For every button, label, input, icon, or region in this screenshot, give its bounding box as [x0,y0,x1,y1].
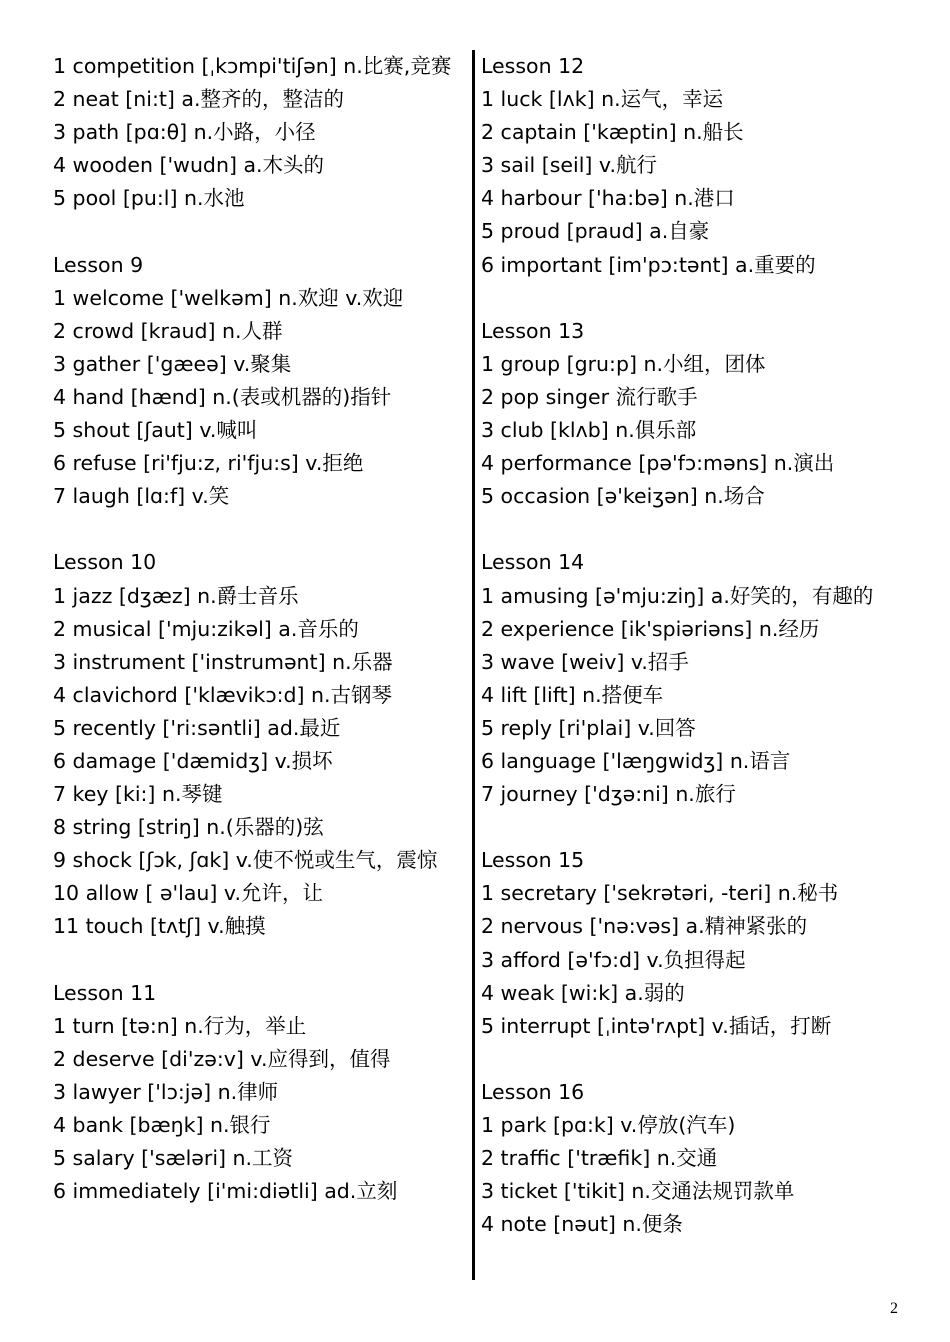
vocab-entry: 1 welcome ['welkəm] n.欢迎 v.欢迎 [53,285,404,310]
vocab-entry: 3 sail [seil] v.航行 [481,153,657,178]
vocab-entry: 5 pool [pu:l] n.水池 [53,186,245,211]
column-divider [472,50,475,1280]
vocab-entry: 3 wave [weiv] v.招手 [481,649,689,674]
vocab-entry: 6 important [im'pɔ:tənt] a.重要的 [481,252,816,277]
vocab-entry: 10 allow [ ə'lau] v.允许，让 [53,881,323,906]
vocab-entry: 4 note [nəut] n.便条 [481,1212,683,1237]
vocab-entry: 3 instrument ['instrumənt] n.乐器 [53,649,393,674]
right-column [481,50,901,1241]
lesson-heading: Lesson 9 [53,252,144,277]
left-column [53,50,468,1208]
vocab-entry: 2 deserve [di'zə:v] v.应得到，值得 [53,1046,391,1071]
vocab-entry: 4 bank [bæŋk] n.银行 [53,1113,271,1137]
vocab-entry: 11 touch [tʌtʃ] v.触摸 [53,914,266,939]
vocab-entry: 6 immediately [i'mi:diətli] ad.立刻 [53,1179,398,1204]
vocab-entry: 3 gather ['gæeə] v.聚集 [53,351,292,376]
vocab-entry: 1 park [pɑ:k] v.停放(汽车) [481,1113,736,1137]
lesson-heading: Lesson 10 [53,550,157,575]
vocab-entry: 2 pop singer 流行歌手 [481,384,698,409]
vocab-entry: 4 clavichord ['klævikɔ:d] n.古钢琴 [53,682,393,707]
vocab-entry: 7 journey ['dʒə:ni] n.旅行 [481,782,736,807]
vocab-entry: 8 string [striŋ] n.(乐器的)弦 [53,815,324,840]
lesson-heading: Lesson 16 [481,1079,585,1104]
vocab-entry: 3 path [pɑ:θ] n.小路，小径 [53,120,316,145]
vocab-entry: 2 neat [ni:t] a.整齐的，整洁的 [53,87,345,112]
vocab-entry: 1 turn [tə:n] n.行为，举止 [53,1013,307,1038]
vocab-entry: 2 traffic ['træfik] n.交通 [481,1146,718,1171]
vocab-entry: 1 secretary ['sekrətəri, -teri] n.秘书 [481,881,839,906]
vocab-entry: 2 captain ['kæptin] n.船长 [481,120,744,145]
vocab-entry: 6 language ['læŋgwidʒ] n.语言 [481,748,791,773]
vocab-entry: 7 laugh [lɑ:f] v.笑 [53,484,230,509]
blank-spacer [481,811,901,844]
vocab-entry: 5 reply [ri'plai] v.回答 [481,715,696,740]
vocab-entry: 1 amusing [ə'mju:ziŋ] a.好笑的，有趣的 [481,583,874,608]
blank-spacer [481,513,901,546]
lesson-heading: Lesson 13 [481,318,585,343]
vocab-entry: 5 shout [ʃaut] v.喊叫 [53,418,258,443]
vocab-entry: 2 experience [ik'spiəriəns] n.经历 [481,616,820,641]
vocab-entry: 4 lift [lift] n.搭便车 [481,682,664,707]
vocab-entry: 5 interrupt [ˌintə'rʌpt] v.插话，打断 [481,1013,832,1038]
vocab-entry: 4 weak [wi:k] a.弱的 [481,980,685,1005]
vocab-entry: 1 group [gru:p] n.小组，团体 [481,351,766,376]
vocab-entry: 5 salary ['sæləri] n.工资 [53,1146,294,1171]
lesson-heading: Lesson 14 [481,550,585,575]
vocab-entry: 1 luck [lʌk] n.运气，幸运 [481,87,724,112]
vocab-entry: 7 key [ki:] n.琴键 [53,782,223,807]
blank-spacer [481,1043,901,1076]
vocab-entry: 1 jazz [dʒæz] n.爵士音乐 [53,583,299,608]
vocab-entry: 2 crowd [kraud] n.人群 [53,318,283,343]
vocab-entry: 5 recently ['ri:səntli] ad.最近 [53,715,341,740]
vocab-entry: 3 ticket ['tikit] n.交通法规罚款单 [481,1179,795,1204]
lesson-heading: Lesson 15 [481,848,585,873]
vocab-entry: 3 lawyer ['lɔ:jə] n.律师 [53,1079,279,1104]
vocab-entry: 3 afford [ə'fɔ:d] v.负担得起 [481,947,746,972]
page-number: 2 [890,1300,898,1317]
vocab-entry: 2 nervous ['nə:vəs] a.精神紧张的 [481,914,808,939]
vocab-entry: 5 occasion [ə'keiʒən] n.场合 [481,484,765,509]
blank-spacer [53,513,468,546]
lesson-heading: Lesson 11 [53,980,157,1005]
blank-spacer [481,282,901,315]
vocab-entry: 5 proud [praud] a.自豪 [481,219,710,244]
vocab-entry: 4 wooden ['wudn] a.木头的 [53,153,325,178]
vocab-entry: 4 performance [pə'fɔ:məns] n.演出 [481,451,835,476]
vocab-entry: 6 refuse [ri'fju:z, ri'fju:s] v.拒绝 [53,451,364,476]
vocab-entry: 2 musical ['mju:zikəl] a.音乐的 [53,616,359,641]
vocab-entry: 3 club [klʌb] n.俱乐部 [481,418,697,443]
lesson-heading: Lesson 12 [481,54,585,78]
vocab-entry: 6 damage ['dæmidʒ] v.损坏 [53,748,333,773]
blank-spacer [53,215,468,248]
vocab-entry: 9 shock [ʃɔk, ʃɑk] v.使不悦或生气，震惊 [53,848,438,873]
blank-spacer [53,944,468,977]
vocab-entry: 4 harbour ['ha:bə] n.港口 [481,186,735,211]
vocab-entry: 4 hand [hænd] n.(表或机器的)指针 [53,384,392,409]
vocab-entry: 1 competition [ˌkɔmpi'tiʃən] n.比赛,竞赛 [53,54,452,78]
